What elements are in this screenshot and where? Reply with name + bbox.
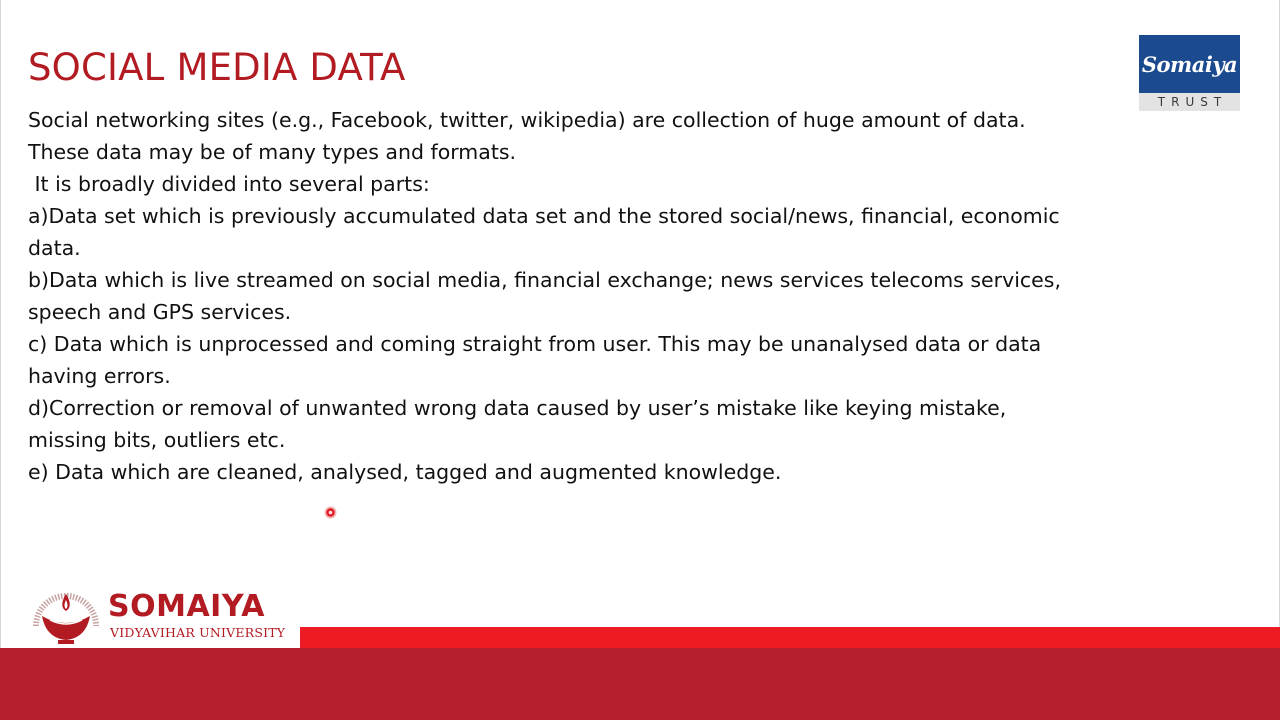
- body-line: data.: [28, 236, 81, 260]
- trust-logo-band: TRUST: [1139, 93, 1240, 111]
- somaiya-trust-logo: [1139, 35, 1240, 111]
- slide-body: [28, 104, 1128, 488]
- body-line: a)Data set which is previously accumulated data set and the stored social/news, financial, economic: [28, 204, 1060, 228]
- footer-red-stripe: [300, 627, 1280, 648]
- slide-title: SOCIAL MEDIA DATA: [28, 46, 406, 89]
- body-line: It is broadly divided into several parts:: [28, 172, 430, 196]
- body-line: b)Data which is live streamed on social media, financial exchange; news services telecoms services,: [28, 268, 1061, 292]
- body-line: having errors.: [28, 364, 171, 388]
- university-name: SOMAIYA: [108, 589, 265, 624]
- body-line: c) Data which is unprocessed and coming straight from user. This may be unanalysed data or data: [28, 332, 1042, 356]
- university-subtitle: VIDYAVIHAR UNIVERSITY: [110, 625, 286, 640]
- body-line: d)Correction or removal of unwanted wrong data caused by user’s mistake like keying mistake,: [28, 396, 1007, 420]
- trust-logo-box: [1139, 35, 1240, 93]
- body-line: speech and GPS services.: [28, 300, 292, 324]
- body-line: These data may be of many types and formats.: [28, 140, 517, 164]
- diya-lamp-emblem-icon: [28, 580, 104, 648]
- trust-logo-script: Somaiya: [1141, 51, 1238, 77]
- somaiya-university-logo: [28, 580, 300, 648]
- body-line: missing bits, outliers etc.: [28, 428, 286, 452]
- body-line: Social networking sites (e.g., Facebook, twitter, wikipedia) are collection of huge amount of data.: [28, 108, 1026, 132]
- laser-pointer-icon: [324, 506, 337, 519]
- body-line: e) Data which are cleaned, analysed, tagged and augmented knowledge.: [28, 460, 782, 484]
- footer-band: [0, 648, 1280, 720]
